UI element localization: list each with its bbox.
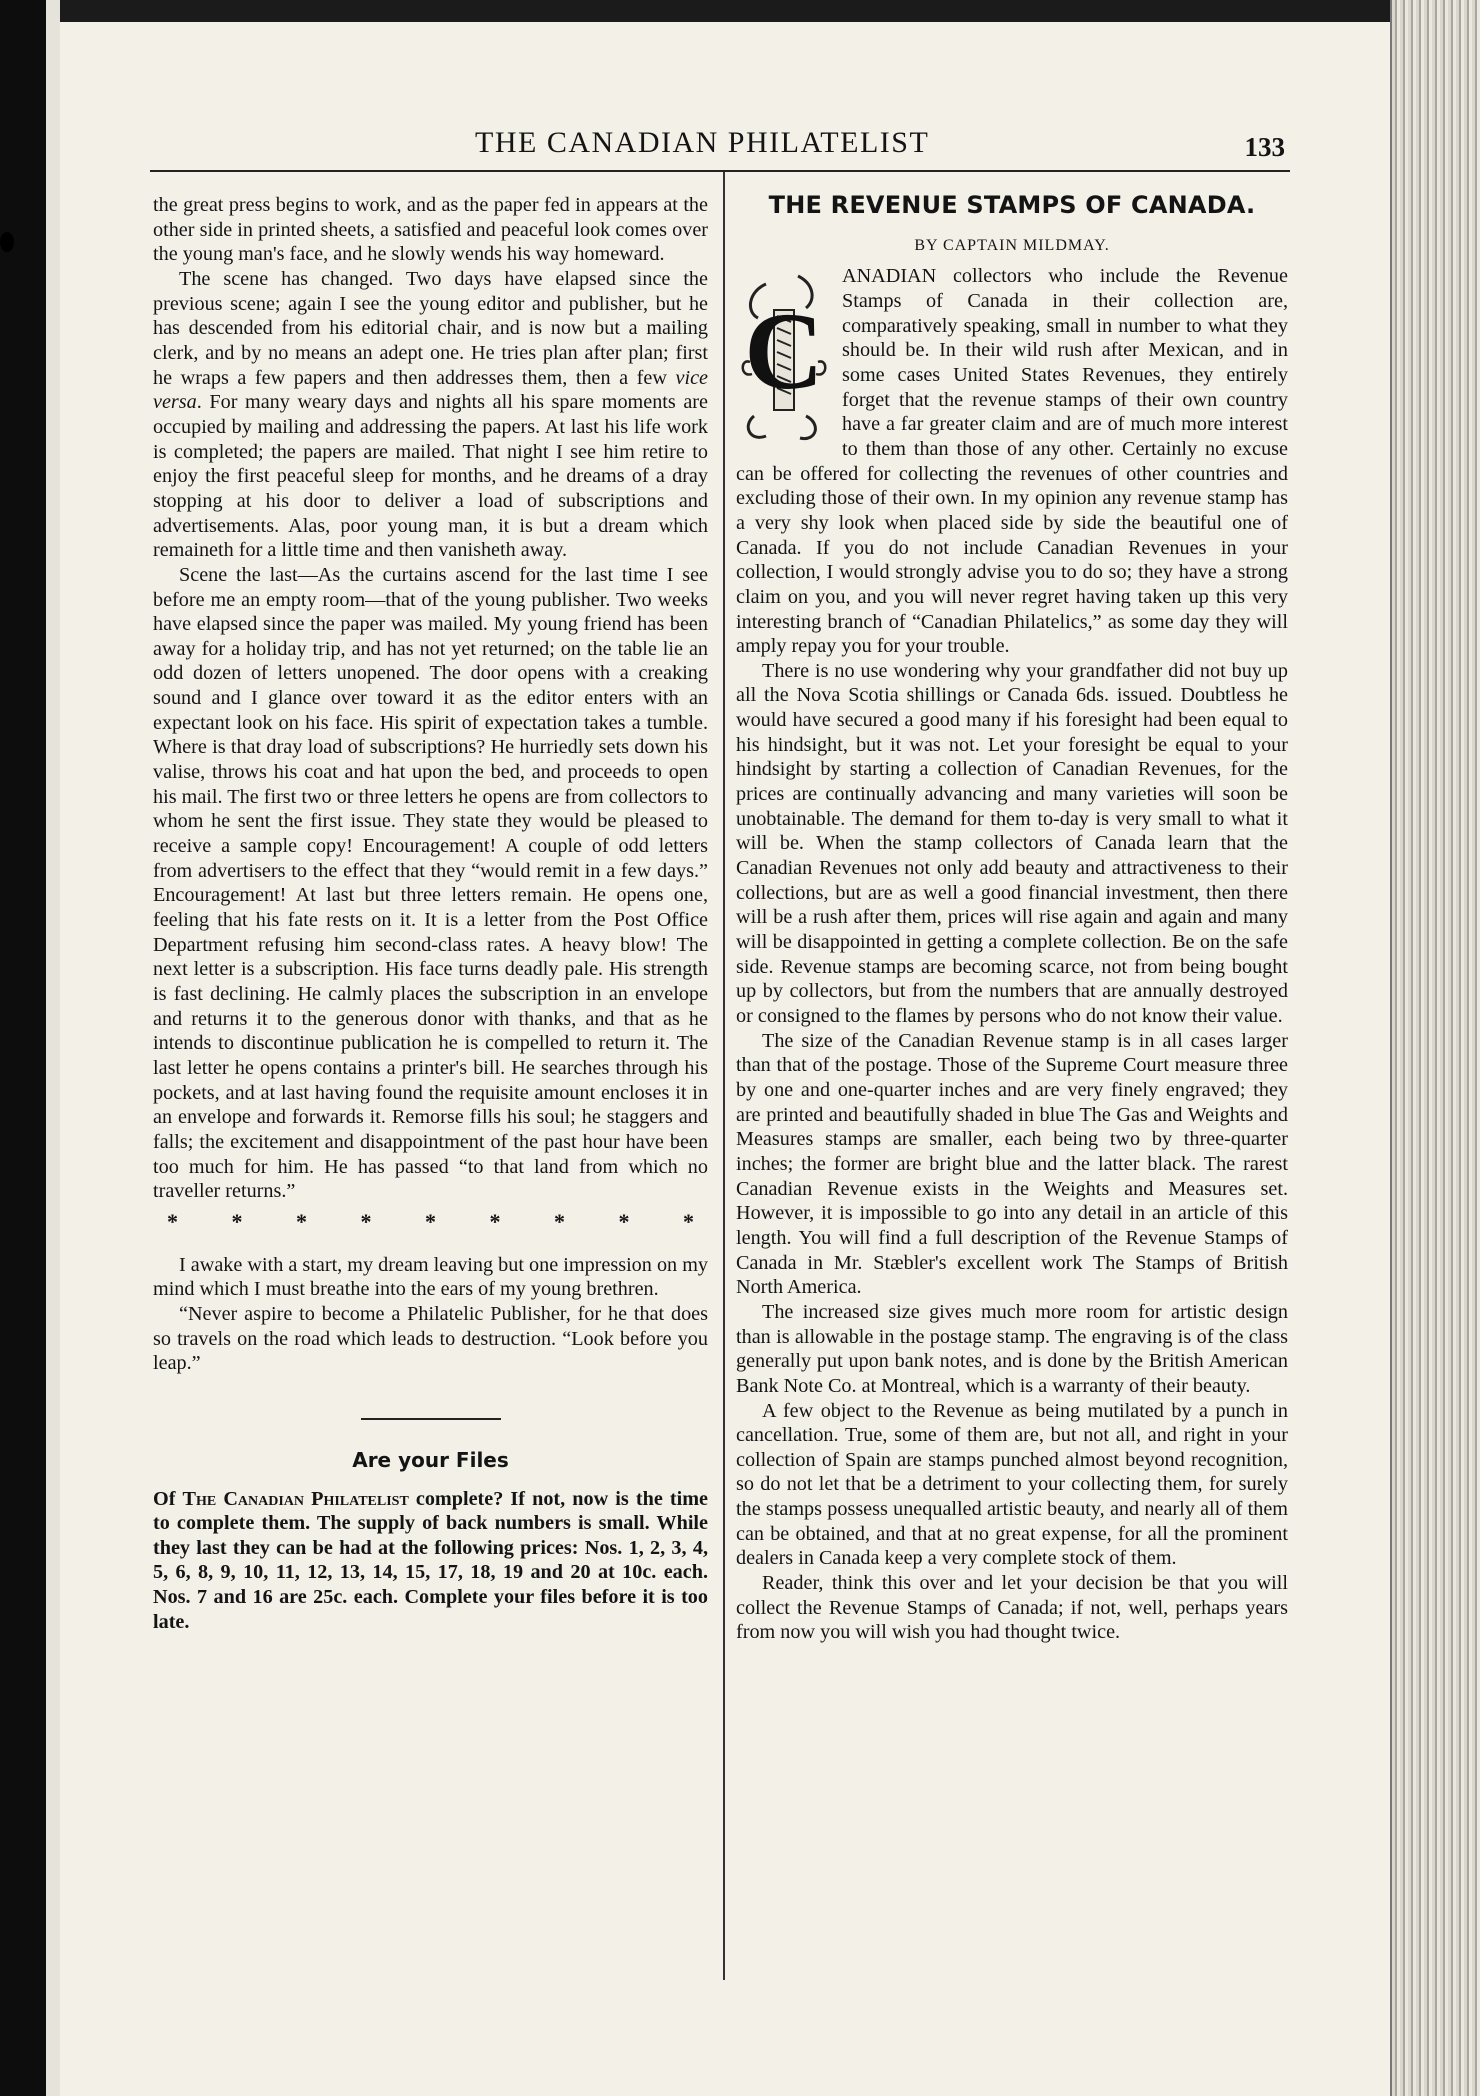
publication-name: The Canadian Philatelist	[182, 1487, 409, 1510]
italic-phrase: vice versa	[153, 366, 708, 414]
page-header	[150, 126, 1290, 170]
svg-text:C: C	[744, 290, 824, 413]
paragraph: The increased size gives much more room for artistic design than is allowable in the postage stamp. The engraving is of the class generally put upon bank notes, and is done by the British American Bank Note Co. at Montreal, which is a warranty of their beauty.	[736, 1300, 1288, 1397]
right-column	[736, 193, 1288, 1645]
column-divider	[723, 172, 725, 1980]
paragraph: Scene the last—As the curtains ascend for the last time I see before me an empty room—that of the young publisher. Two weeks have elapsed since the paper was mailed. My young friend has been away for a holiday trip, and has not yet returned; on the table lie an odd dozen of letters unopened. The door opens with a creaking sound and I glance over toward it as the editor enters with an expectant look on his face. His spirit of expectation takes a tumble. Where is that dray load of subscriptions? He hurriedly sets down his valise, throws his coat and hat upon the bed, and proceeds to open his mail. The first two or three letters he opens are from collectors to whom he sent the first issue. They state they would be pleased to receive a sample copy! Encouragement! A couple of odd letters from advertisers to the effect that they “would remit in a few days.” Encouragement! At last but three letters remain. He opens one, feeling that his fate rests on it. It is a letter from the Post Office Department refusing him second-class rates. A heavy blow! The next letter is a subscription. His face turns deadly pale. His strength is fast declining. He calmly places the subscription in an envelope and returns it to the generous donor with thanks, and that as he intends to discontinue publication he is compelled to return it. The last letter he opens contains a printer's bill. He searches through his pockets, and at last having found the requisite amount encloses it in an envelope and forwards it. Remorse fills his soul; he staggers and falls; the excitement and disappointment of the past hour have been too much for him. He has passed “to that land from which no traveller returns.”	[153, 563, 708, 1203]
book-page-edges	[1390, 0, 1480, 2096]
paragraph: A few object to the Revenue as being mutilated by a punch in cancellation. True, some of them are, but not all, and right in your collection of Spain are stamps punched almost beyond recognition, so do not let that be a detriment to your collecting them, for surely the stamps possess unequalled artistic beauty, and nearly all of them can be obtained, and that at no great expense, for all the prominent dealers in Canada keep a very complete stock of them.	[736, 1399, 1288, 1570]
paragraph: the great press begins to work, and as the paper fed in appears at the other side in printed sheets, a satisfied and peaceful look comes over the young man's face, and he slowly wends his way homeward.	[153, 194, 708, 266]
notice-heading: Are your Files	[352, 1447, 509, 1472]
section-break-stars: * * * * * * * * *	[167, 1208, 694, 1234]
notice-text: Of The Canadian Philatelist complete? If not, now is the time to complete them. The supply of back numbers is small. While they last they can be had at the following prices: Nos. 1, 2, 3, 4, 5, 6, 8, 9, 10, 11, 12, 13, 14, 15, 17, 18, 19 and 20 at 10c. each. Nos. 7 and 16 are 25c. each. Complete your files before it is too late.	[153, 1487, 708, 1633]
paragraph: The scene has changed. Two days have elapsed since the previous scene; again I see the young editor and publisher, but he has descended from his editorial chair, and is now but a mailing clerk, and by no means an adept one. He tries plan after plan; first he wraps a few papers and then addresses them, then a few vice versa. For many weary days and nights all his spare moments are occupied by mailing and addressing the papers. At last his life work is completed; the papers are mailed. That night I see him retire to enjoy the first peaceful sleep for months, and he dreams of a dray stopping at his door to deliver a load of subscriptions and advertisements. Alas, poor young man, it is but a dream which remaineth for a little time and then vanisheth away.	[153, 267, 708, 562]
paragraph: I awake with a start, my dream leaving but one impression on my mind which I must breathe into the ears of my young brethren.	[153, 1253, 708, 1301]
paragraph: There is no use wondering why your grandfather did not buy up all the Nova Scotia shillings or Canada 6ds. issued. Doubtless he would have secured a good many if his foresight had been equal to his hindsight, but it was not. Let your foresight be equal to your hindsight by starting a collection of Canadian Revenues, for the prices are continually advancing and many varieties will soon be unobtainable. The demand for them to-day is very small to what it will be. When the stamp collectors of Canada learn that the Canadian Revenues not only add beauty and attractiveness to their collections, but are as well a good financial investment, then there will be a rush after them, prices will rise again and again and many will be disappointed in getting a complete collection. Be on the safe side. Revenue stamps are becoming scarce, not from being bought up by collectors, but from the numbers that are annually destroyed or consigned to the flames by persons who do not know their value.	[736, 659, 1288, 1027]
paragraph: “Never aspire to become a Philatelic Publisher, for he that does so travels on the road which leads to destruction. “Look before you leap.”	[153, 1302, 708, 1375]
left-column	[153, 193, 708, 1634]
ornamental-drop-cap	[736, 266, 832, 448]
scan-left-margin	[0, 0, 60, 2096]
short-rule	[361, 1418, 501, 1420]
running-title: THE CANADIAN PHILATELIST	[475, 126, 930, 159]
paragraph: The size of the Canadian Revenue stamp is in all cases larger than that of the postage. Those of the Supreme Court measure three by one and one-quarter inches and are very finely engraved; they are printed and beautifully shaded in blue The Gas and Weights and Measures stamps are smaller, each being two by three-quarter inches; the former are bright blue and the latter black. The rarest Canadian Revenue exists in the Weights and Measures set. However, it is impossible to go into any detail in an article of this length. You will find a full description of the Revenue Stamps of Canada in Mr. Stæbler's excellent work The Stamps of British North America.	[736, 1029, 1288, 1299]
article-byline: BY CAPTAIN MILDMAY.	[914, 236, 1110, 254]
binding-hole-mark	[0, 232, 14, 252]
paragraph: C ANADIAN collectors who include the Revenue Stamps of Canada in their collection are, comparatively speaking, small in number to what they should be. In their wild rush after Mexican, and in some cases United States Revenues, they entirely forget that the revenue stamps of their own country have a far greater claim and are of much more interest to them than those of any other. Certainly no excuse can be offered for collecting the revenues of other countries and excluding those of their own. In my opinion any revenue stamp has a very shy look when placed side by side the beautiful one of Canada. If you do not include Canadian Revenues in your collection, I would strongly advise you to do so; they have a strong claim on you, and you will never regret having taken up this very interesting branch of “Canadian Philatelics,” as some day they will amply repay you for your trouble.	[736, 265, 1288, 658]
article-title: THE REVENUE STAMPS OF CANADA.	[768, 191, 1256, 219]
header-rule	[150, 170, 1290, 172]
page-number: 133	[1244, 132, 1285, 162]
paragraph: Reader, think this over and let your decision be that you will collect the Revenue Stamps of Canada; if not, well, perhaps years from now you will wish you had thought twice.	[736, 1572, 1288, 1644]
